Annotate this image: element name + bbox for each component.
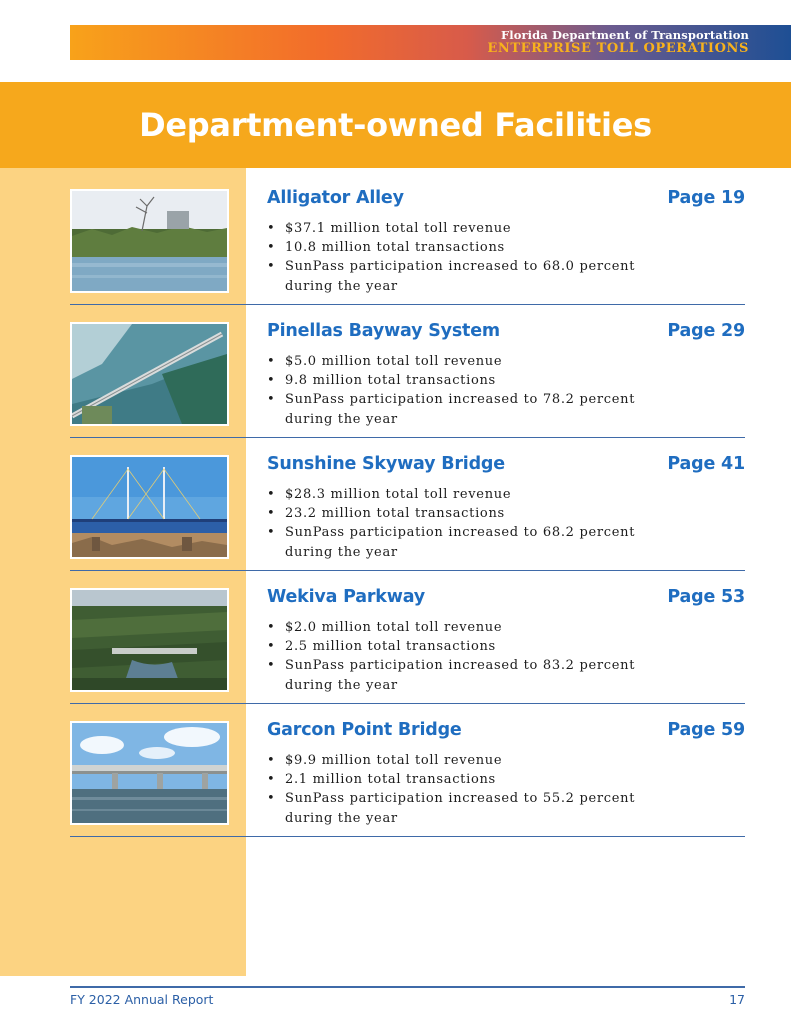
facility-stats-list (267, 352, 667, 429)
facility-stats-list (267, 751, 667, 828)
alligator-alley-photo (70, 189, 229, 293)
facility-name: Sunshine Skyway Bridge (267, 454, 505, 474)
header-organization: Florida Department of Transportation (501, 28, 749, 42)
list-item: • $37.1 million total toll revenue (267, 219, 667, 238)
facility-entry-alligator-alley (70, 172, 745, 305)
list-item: • SunPass participation increased to 55.2 percent during the year (267, 789, 667, 827)
list-item: • $9.9 million total toll revenue (267, 751, 667, 770)
facility-stats-list (267, 618, 667, 695)
facility-page-link[interactable]: Page 19 (667, 188, 745, 208)
list-item: • SunPass participation increased to 68.0 percent during the year (267, 257, 667, 295)
facility-name: Wekiva Parkway (267, 587, 425, 607)
header-banner (70, 25, 791, 60)
facility-name: Alligator Alley (267, 188, 404, 208)
list-item: • 2.1 million total transactions (267, 770, 667, 789)
page-title: Department-owned Facilities (139, 106, 652, 144)
list-item: • $5.0 million total toll revenue (267, 352, 667, 371)
footer-report-title: FY 2022 Annual Report (70, 992, 214, 1007)
facility-name: Garcon Point Bridge (267, 720, 462, 740)
sunshine-skyway-photo (70, 455, 229, 559)
facility-page-link[interactable]: Page 53 (667, 587, 745, 607)
facility-page-link[interactable]: Page 59 (667, 720, 745, 740)
footer-page-number: 17 (729, 992, 745, 1007)
list-item: • 10.8 million total transactions (267, 238, 667, 257)
list-item: • SunPass participation increased to 78.2 percent during the year (267, 390, 667, 428)
pinellas-bayway-photo (70, 322, 229, 426)
list-item: • 23.2 million total transactions (267, 504, 667, 523)
facility-stats-list (267, 219, 667, 296)
garcon-point-photo (70, 721, 229, 825)
facility-stats-list (267, 485, 667, 562)
list-item: • 9.8 million total transactions (267, 371, 667, 390)
facility-entry-sunshine-skyway (70, 438, 745, 571)
facility-entry-wekiva-parkway (70, 571, 745, 704)
list-item: • $28.3 million total toll revenue (267, 485, 667, 504)
list-item: • 2.5 million total transactions (267, 637, 667, 656)
list-item: • SunPass participation increased to 68.2 percent during the year (267, 523, 667, 561)
header-division: ENTERPRISE TOLL OPERATIONS (487, 41, 749, 56)
section-divider (70, 836, 745, 838)
facility-entry-pinellas-bayway (70, 305, 745, 438)
footer-divider (70, 986, 745, 988)
list-item: • SunPass participation increased to 83.2 percent during the year (267, 656, 667, 694)
facility-page-link[interactable]: Page 29 (667, 321, 745, 341)
facility-page-link[interactable]: Page 41 (667, 454, 745, 474)
wekiva-parkway-photo (70, 588, 229, 692)
facility-entry-garcon-point (70, 704, 745, 837)
title-bar (0, 82, 791, 168)
list-item: • $2.0 million total toll revenue (267, 618, 667, 637)
facility-name: Pinellas Bayway System (267, 321, 500, 341)
